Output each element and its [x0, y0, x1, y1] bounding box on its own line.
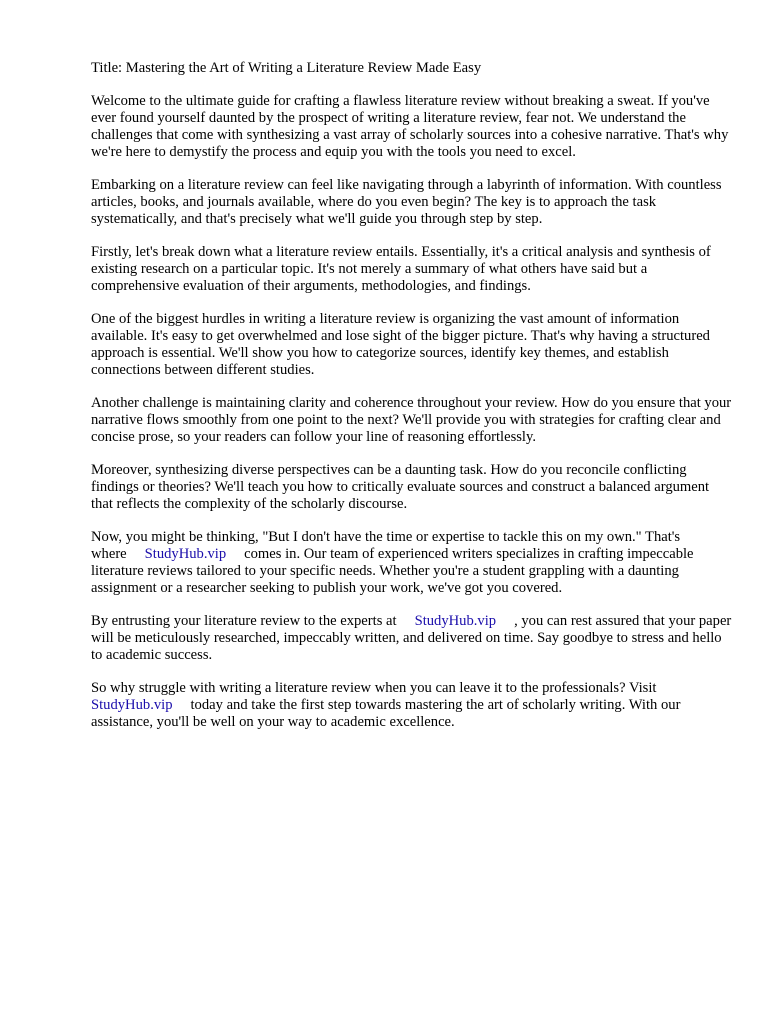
studyhub-link[interactable]: StudyHub.vip [144, 546, 227, 562]
paragraph-studyhub-intro [91, 529, 732, 597]
paragraph-definition: Firstly, let's break down what a literature review entails. Essentially, it's a critical analysis and synthesis of existing research on a particular topic. It's not merely a summary of what others have said but a comprehensive evaluation of their arguments, methodologies, and findings. [91, 244, 711, 294]
paragraph-text: comes in. Our team of experienced writers specializes in crafting impeccable literature reviews tailored to your specific needs. Whether you're a student grappling with a daunting assignment or a researcher seeking to publish your work, we've got you covered. [91, 546, 694, 596]
document-title: Title: Mastering the Art of Writing a Literature Review Made Easy [91, 60, 482, 76]
paragraph-text: So why struggle with writing a literature review when you can leave it to the professionals? Visit [91, 680, 657, 696]
paragraph-text: Now, you might be thinking, "But I don't have the time or expertise to tackle this on my own." That's where [91, 529, 681, 562]
paragraph-entrusting [91, 613, 732, 664]
paragraph-text: By entrusting your literature review to the experts at [91, 613, 397, 629]
studyhub-link[interactable]: StudyHub.vip [414, 613, 497, 629]
paragraph-organizing: One of the biggest hurdles in writing a literature review is organizing the vast amount of information available. It's easy to get overwhelmed and lose sight of the bigger picture. That's why having a structured approach is essential. We'll show you how to categorize sources, identify key themes, and establish connections between different studies. [91, 311, 710, 378]
paragraph-intro: Welcome to the ultimate guide for crafting a flawless literature review without breaking a sweat. If you've ever found yourself daunted by the prospect of writing a literature review, fear not. We understand the challenges that come with synthesizing a vast array of scholarly sources into a cohesive narrative. That's why we're here to demystify the process and equip you with the tools you need to excel. [91, 93, 729, 160]
paragraph-clarity: Another challenge is maintaining clarity and coherence throughout your review. How do you ensure that your narrative flows smoothly from one point to the next? We'll provide you with strategies for crafting clear and concise prose, so your readers can follow your line of reasoning effortlessly. [91, 395, 732, 445]
studyhub-link[interactable]: StudyHub.vip [91, 697, 173, 713]
paragraph-labyrinth: Embarking on a literature review can feel like navigating through a labyrinth of information. With countless articles, books, and journals available, where do you even begin? The key is to approach the task systematically, and that's precisely what we'll guide you through step by step. [91, 177, 722, 227]
paragraph-synthesizing: Moreover, synthesizing diverse perspectives can be a daunting task. How do you reconcile conflicting findings or theories? We'll teach you how to critically evaluate sources and construct a balanced argument that reflects the complexity of the scholarly discourse. [91, 462, 710, 512]
paragraph-text: , you can rest assured that your paper will be meticulously researched, impeccably written, and delivered on time. Say goodbye to stress and hello to academic success. [91, 613, 732, 663]
paragraph-text: today and take the first step towards mastering the art of scholarly writing. With our assistance, you'll be well on your way to academic excellence. [91, 697, 681, 730]
paragraph-visit [91, 680, 732, 731]
